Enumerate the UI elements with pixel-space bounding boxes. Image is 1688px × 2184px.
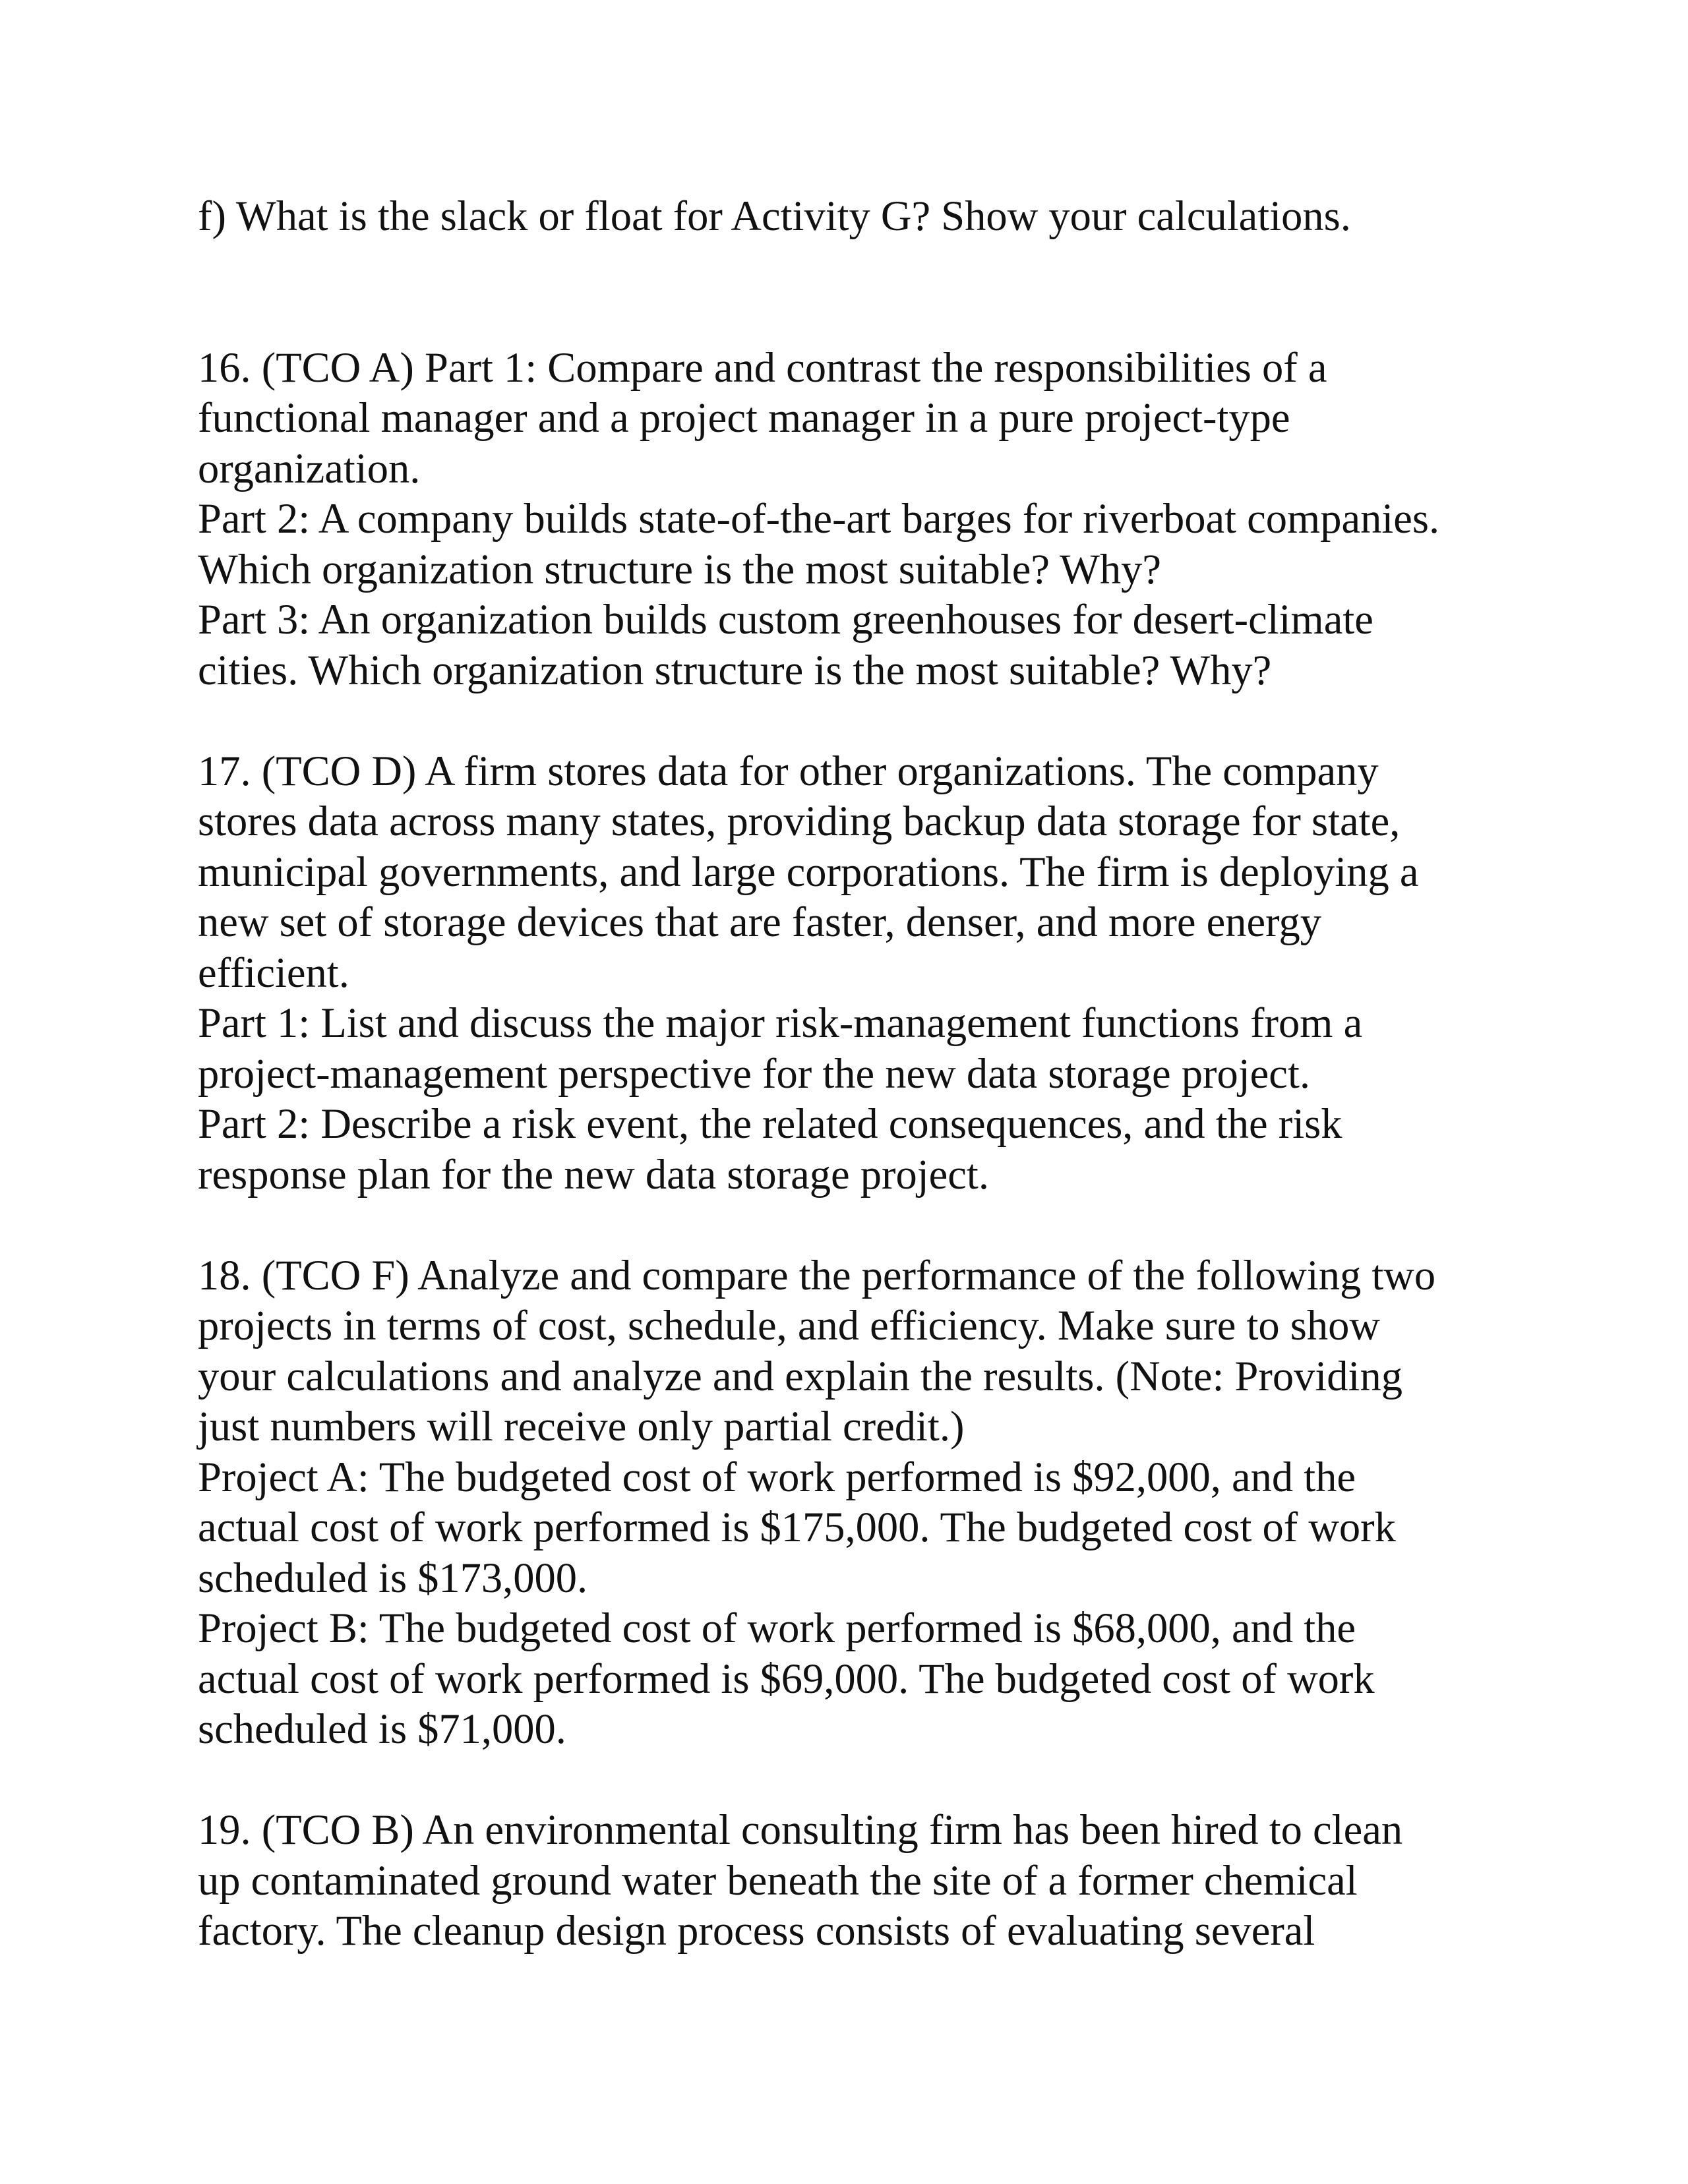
text-line: your calculations and analyze and explain the results. (Note: Providing: [198, 1352, 1402, 1400]
text-line: municipal governments, and large corporations. The firm is deploying a: [198, 848, 1419, 895]
text-line: scheduled is $173,000.: [198, 1554, 588, 1601]
question-f: [198, 191, 1556, 242]
document-body: [198, 191, 1556, 1957]
text-line: new set of storage devices that are faster, denser, and more energy: [198, 899, 1321, 945]
text-line: up contaminated ground water beneath the site of a former chemical: [198, 1856, 1358, 1904]
text-line: Project B: The budgeted cost of work performed is $68,000, and the: [198, 1605, 1356, 1651]
text-line: 19. (TCO B) An environmental consulting firm has been hired to clean: [198, 1806, 1403, 1853]
text-line: Part 2: A company builds state-of-the-art barges for riverboat companies.: [198, 495, 1440, 542]
text-line: 18. (TCO F) Analyze and compare the performance of the following two: [198, 1251, 1436, 1299]
text-line: 16. (TCO A) Part 1: Compare and contrast the responsibilities of a: [198, 343, 1327, 391]
text-line: Part 2: Describe a risk event, the related consequences, and the risk: [198, 1100, 1342, 1147]
text-line: f) What is the slack or float for Activity G? Show your calculations.: [198, 192, 1351, 239]
text-line: scheduled is $71,000.: [198, 1705, 566, 1752]
text-line: Part 3: An organization builds custom greenhouses for desert-climate: [198, 596, 1373, 643]
text-line: stores data across many states, providing backup data storage for state,: [198, 798, 1401, 844]
text-line: actual cost of work performed is $175,000. The budgeted cost of work: [198, 1504, 1396, 1550]
text-line: factory. The cleanup design process consists of evaluating several: [198, 1907, 1315, 1954]
text-line: just numbers will receive only partial credit.): [198, 1403, 965, 1450]
text-line: Project A: The budgeted cost of work performed is $92,000, and the: [198, 1453, 1356, 1500]
text-line: efficient.: [198, 949, 349, 996]
paragraph-gap: [198, 695, 1556, 746]
text-line: Part 1: List and discuss the major risk-management functions from a: [198, 999, 1363, 1046]
text-line: 17. (TCO D) A firm stores data for other organizations. The company: [198, 747, 1379, 794]
paragraph-gap: [198, 242, 1556, 343]
text-line: organization.: [198, 444, 421, 492]
question-18: [198, 1251, 1556, 1755]
text-line: Which organization structure is the most suitable? Why?: [198, 545, 1162, 593]
paragraph-gap: [198, 1755, 1556, 1806]
question-19: [198, 1805, 1556, 1957]
paragraph-gap: [198, 1200, 1556, 1251]
question-16: [198, 343, 1556, 696]
text-line: project-management perspective for the new data storage project.: [198, 1049, 1310, 1097]
question-17: [198, 746, 1556, 1200]
text-line: actual cost of work performed is $69,000. The budgeted cost of work: [198, 1655, 1375, 1702]
text-line: cities. Which organization structure is the most suitable? Why?: [198, 646, 1272, 694]
text-line: functional manager and a project manager in a pure project-type: [198, 394, 1290, 441]
text-line: response plan for the new data storage project.: [198, 1150, 989, 1198]
text-line: projects in terms of cost, schedule, and efficiency. Make sure to show: [198, 1302, 1380, 1349]
